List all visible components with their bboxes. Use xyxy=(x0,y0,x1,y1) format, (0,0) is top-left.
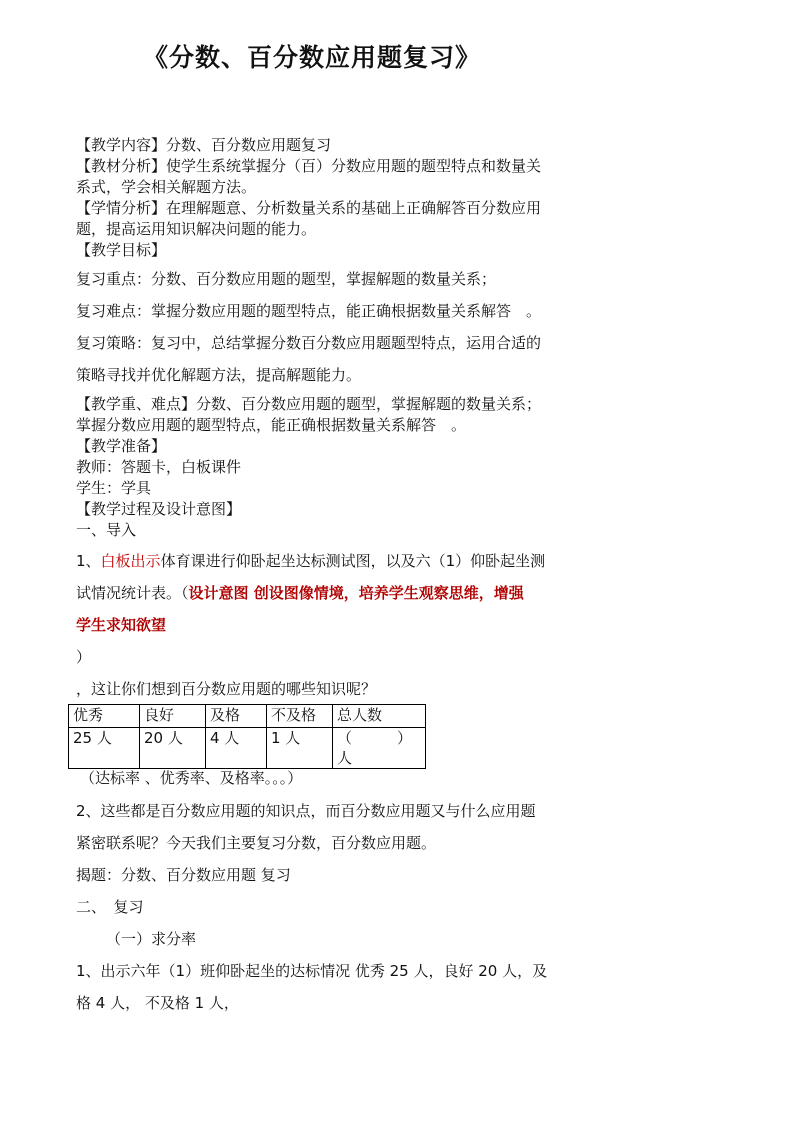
process-heading: 【教学过程及设计意图】 xyxy=(76,500,242,518)
value-total: （ ）人 xyxy=(333,728,426,769)
table-note: （达标率 、优秀率、及格率。。。） xyxy=(80,769,303,787)
value-excellent: 25 人 xyxy=(69,728,140,769)
closing-paren: ） xyxy=(76,648,92,666)
subsection-rate: （一）求分率 xyxy=(106,930,197,948)
reveal-line: 揭题：分数、百分数应用题 复习 xyxy=(76,866,291,884)
header-total: 总人数 xyxy=(333,705,426,728)
key-line-1: 【教学重、难点】分数、百分数应用题的题型，掌握解题的数量关系； xyxy=(76,395,542,413)
key-line-2: 掌握分数应用题的题型特点，能正确根据数量关系解答 。 xyxy=(76,416,467,434)
p2-line-2: 紧密联系呢？今天我们主要复习分数，百分数应用题。 xyxy=(76,834,437,852)
header-excellent: 优秀 xyxy=(69,705,140,728)
stats-table xyxy=(68,704,426,769)
goals-heading: 【教学目标】 xyxy=(76,241,167,259)
value-good: 20 人 xyxy=(140,728,206,769)
document-title: 《分数、百分数应用题复习》 xyxy=(143,43,482,72)
lesson-info xyxy=(76,135,576,261)
review-paragraphs xyxy=(76,795,576,1019)
header-fail: 不及格 xyxy=(267,705,333,728)
section-intro: 一、导入 xyxy=(76,521,137,539)
value-pass: 4 人 xyxy=(206,728,267,769)
header-pass: 及格 xyxy=(206,705,267,728)
intro-line-2 xyxy=(76,577,576,609)
intro-prefix: 1、 xyxy=(76,552,101,570)
table-row xyxy=(69,728,426,769)
learner-line-2: 题，提高运用知识解决问题的能力。 xyxy=(76,220,317,238)
intro-plain: 试情况统计表。（ xyxy=(76,584,189,602)
content-line: 【教学内容】分数、百分数应用题复习 xyxy=(76,136,332,154)
goal-difficulty: 复习难点：掌握分数应用题的题型特点，能正确根据数量关系解答 。 xyxy=(76,302,542,320)
goals-list xyxy=(76,263,576,391)
goal-strategy-1: 复习策略：复习中，总结掌握分数百分数应用题题型特点，运用合适的 xyxy=(76,334,542,352)
design-intent: 设计意图 创设图像情境，培养学生观察思维，增强 xyxy=(188,584,524,602)
p3-line-2: 格 4 人， 不及格 1 人， xyxy=(76,994,239,1012)
p2-line-1: 2、这些都是百分数应用题的知识点，而百分数应用题又与什么应用题 xyxy=(76,802,536,820)
goal-strategy-2: 策略寻找并优化解题方法，提高解题能力。 xyxy=(76,366,362,384)
prep-teacher: 教师：答题卡，白板课件 xyxy=(76,458,242,476)
question-line: ，这让你们想到百分数应用题的哪些知识呢？ xyxy=(76,680,377,698)
analysis-line-2: 系式，学会相关解题方法。 xyxy=(76,178,257,196)
goal-focus: 复习重点：分数、百分数应用题的题型，掌握解题的数量关系； xyxy=(76,270,497,288)
header-good: 良好 xyxy=(140,705,206,728)
prep-heading: 【教学准备】 xyxy=(76,437,167,455)
analysis-line-1: 【教材分析】使学生系统掌握分（百）分数应用题的题型特点和数量关 xyxy=(76,157,542,175)
whiteboard-highlight: 白板出示 xyxy=(100,552,161,570)
section-review: 二、 复习 xyxy=(76,898,144,916)
prep-student: 学生：学具 xyxy=(76,479,152,497)
intro-rest: 体育课进行仰卧起坐达标测试图，以及六（1）仰卧起坐测 xyxy=(160,552,546,570)
value-fail: 1 人 xyxy=(267,728,333,769)
p3-line-1: 1、出示六年（1）班仰卧起坐的达标情况 优秀 25 人，良好 20 人，及 xyxy=(76,962,548,980)
learner-line-1: 【学情分析】在理解题意、分析数量关系的基础上正确解答百分数应用 xyxy=(76,199,542,217)
design-intent-2: 学生求知欲望 xyxy=(76,616,167,634)
intro-line-1 xyxy=(76,545,576,577)
intro-paragraph xyxy=(76,545,576,705)
key-points xyxy=(76,394,576,541)
table-header-row xyxy=(69,705,426,728)
